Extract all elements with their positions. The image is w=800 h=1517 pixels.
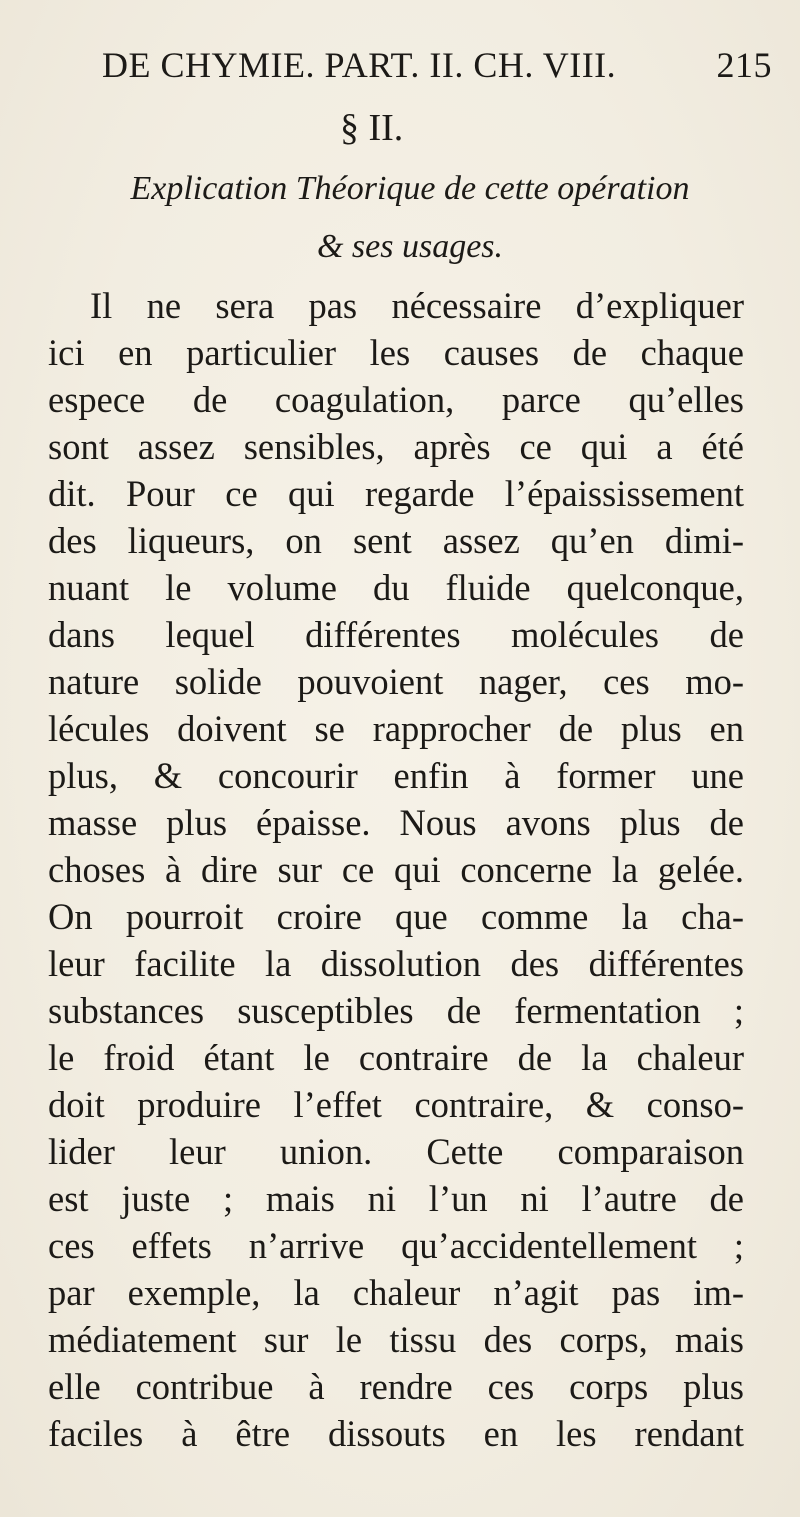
section-heading-line: & ses usages. [316,228,504,265]
text-line: dans lequel différentes molécules de [48,614,744,655]
text-line: On pourroit croire que comme la cha- [48,896,744,937]
text-line: faciles à être dissouts en les rendant [48,1413,744,1454]
text-line: sont assez sensibles, après ce qui a été [48,426,744,467]
text-line: nuant le volume du fluide quelconque, [48,567,744,608]
text-line: ces effets n’arrive qu’accidentellement ; [48,1225,744,1266]
text-line: Il ne sera pas nécessaire d’expliquer [90,285,744,326]
text-line: elle contribue à rendre ces corps plus [48,1366,744,1407]
text-line: substances susceptibles de fermentation ; [48,990,744,1031]
page-number: 215 [716,45,772,85]
text-line: dit. Pour ce qui regarde l’épaississement [48,473,744,514]
text-line: choses à dire sur ce qui concerne la gelée. [48,849,744,890]
text-line: lécules doivent se rapprocher de plus en [48,708,744,749]
text-line: nature solide pouvoient nager, ces mo- [48,661,744,702]
running-head-title: DE CHYMIE. PART. II. CH. VIII. [102,45,617,85]
text-line: lider leur union. Cette comparaison [48,1131,744,1172]
text-line: ici en particulier les causes de chaque [48,332,744,373]
text-line: est juste ; mais ni l’un ni l’autre de [48,1178,744,1219]
running-head [102,44,772,86]
text-line: masse plus épaisse. Nous avons plus de [48,802,744,843]
text-line: doit produire l’effet contraire, & conso- [48,1084,744,1125]
text-line: par exemple, la chaleur n’agit pas im- [48,1272,744,1313]
text-line: plus, & concourir enfin à former une [48,755,744,796]
text-line: leur facilite la dissolution des différentes [48,943,744,984]
text-line: le froid étant le contraire de la chaleur [48,1037,744,1078]
text-line: espece de coagulation, parce qu’elles [48,379,744,420]
text-line: médiatement sur le tissu des corps, mais [48,1319,744,1360]
section-heading-line: Explication Théorique de cette opération [130,170,690,207]
section-number: § II. [340,107,404,149]
text-line: des liqueurs, on sent assez qu’en dimi- [48,520,744,561]
